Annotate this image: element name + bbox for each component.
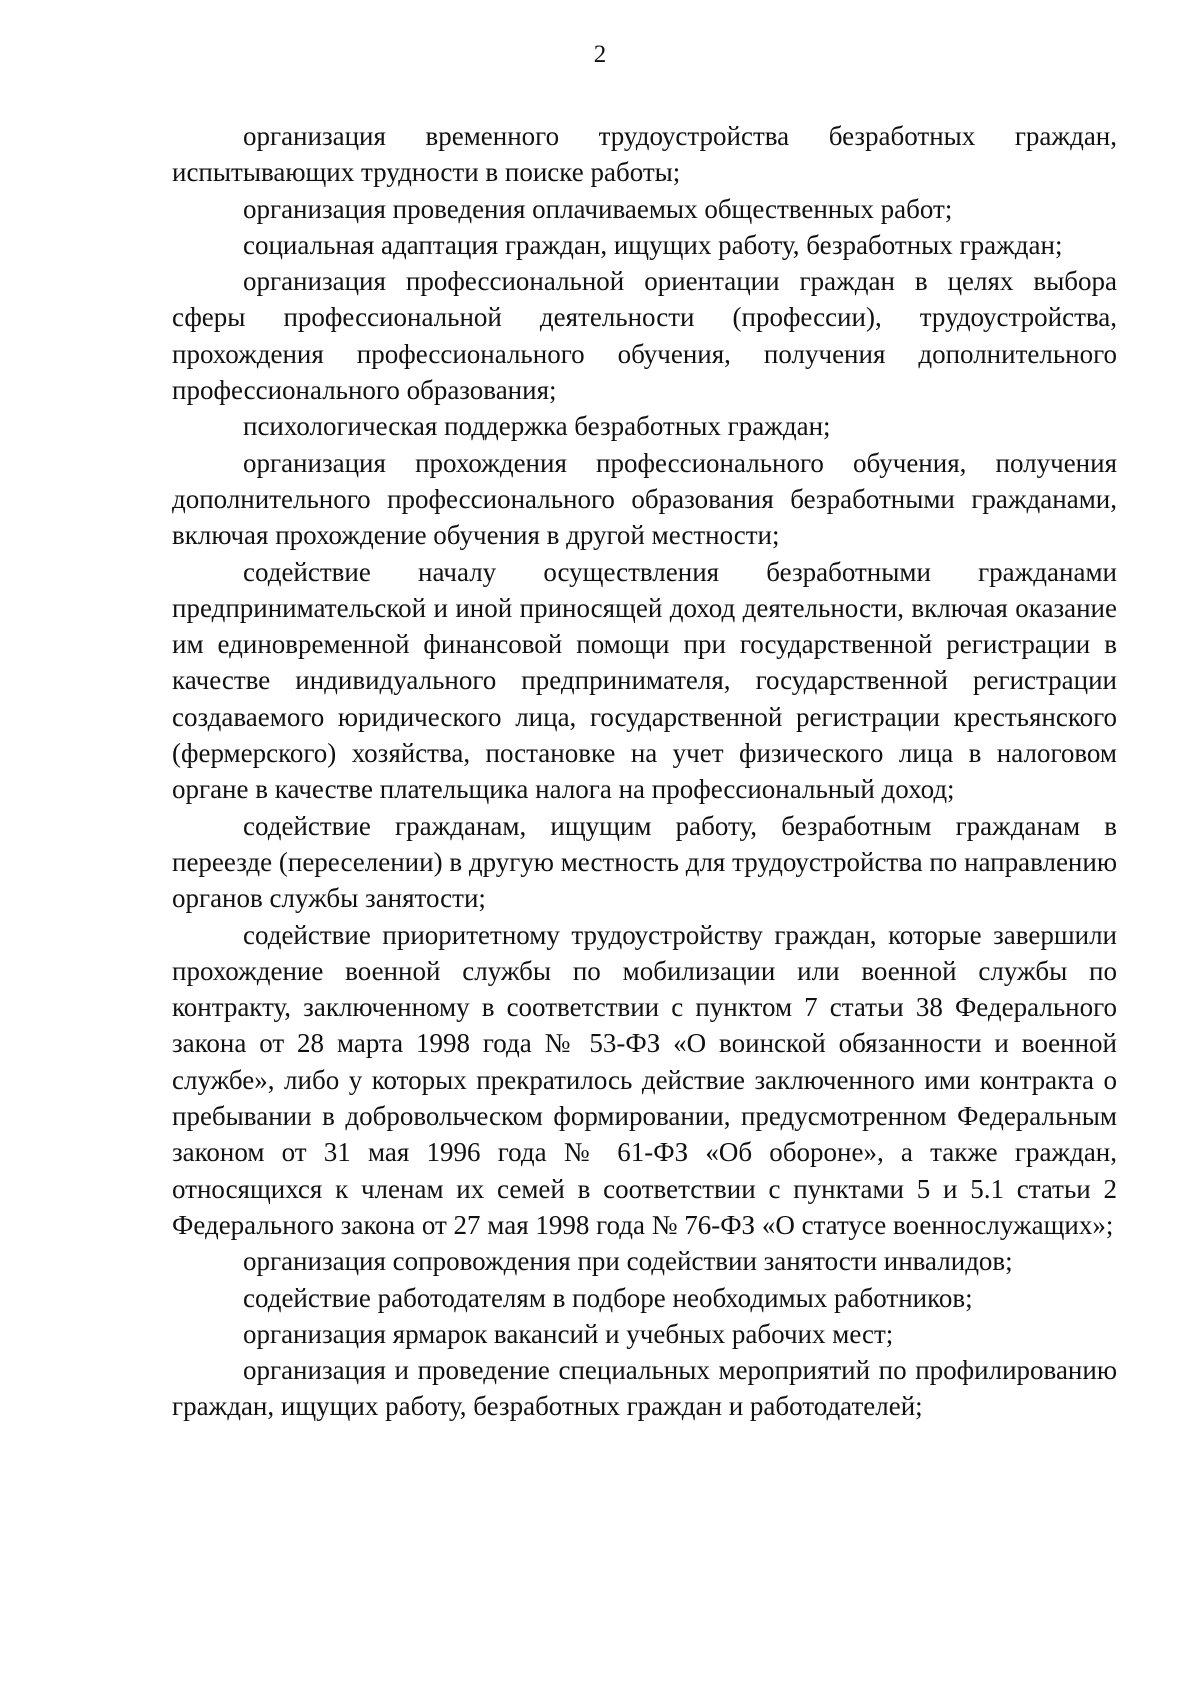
paragraph-psychological-support: психологическая поддержка безработных граждан;	[243, 411, 831, 442]
paragraph-disabled-support: организация сопровождения при содействии занятости инвалидов;	[243, 1246, 1013, 1277]
page-number: 2	[593, 41, 607, 68]
paragraph-public-works: организация проведения оплачиваемых общественных работ;	[243, 193, 953, 224]
paragraph-social-adaptation: социальная адаптация граждан, ищущих работу, безработных граждан;	[243, 229, 1063, 260]
paragraph-veterans-employment: содействие приоритетному трудоустройству граждан, которые завершили прохождение военной службы по мобилизации или военной службы по контракту, заключенному в соответствии с пунктом 7 статьи 38 Федерального закона от 28 марта 1998 года № 53-ФЗ «О воинской обязанности и военной службе», либо у которых прекратилось действие заключенного ими контракта о пребывании в добровольческом формировании, предусмотренном Федеральным законом от 31 мая 1996 года № 61-ФЗ «Об обороне», а также граждан, относящихся к членам их семей в соответствии с пунктами 5 и 5.1 статьи 2 Федерального закона от 27 мая 1998 года № 76-ФЗ «О статусе военнослужащих»;	[172, 919, 1117, 1240]
paragraph-vocational-training: организация прохождения профессионального обучения, получения дополнительного профессионального образования безработными гражданами, включая прохождение обучения в другой местности;	[172, 447, 1117, 551]
paragraph-relocation-assistance: содействие гражданам, ищущим работу, безработным гражданам в переезде (переселении) в другую местность для трудоустройства по направлению органов службы занятости;	[172, 810, 1117, 914]
paragraph-job-fairs: организация ярмарок вакансий и учебных рабочих мест;	[243, 1318, 894, 1349]
paragraph-temporary-employment: организация временного трудоустройства безработных граждан, испытывающих трудности в поиске работы;	[172, 121, 1117, 188]
paragraph-employer-recruitment: содействие работодателям в подборе необходимых работников;	[243, 1282, 973, 1313]
paragraph-profiling: организация и проведение специальных мероприятий по профилированию граждан, ищущих работу, безработных граждан и работодателей;	[172, 1355, 1117, 1422]
paragraph-entrepreneurship-support: содействие началу осуществления безработными гражданами предпринимательской и иной приносящей доход деятельности, включая оказание им единовременной финансовой помощи при государственной регистрации в качестве индивидуального предпринимателя, государственной регистрации создаваемого юридического лица, государственной регистрации крестьянского (фермерского) хозяйства, постановке на учет физического лица в налоговом органе в качестве плательщика налога на профессиональный доход;	[172, 556, 1117, 805]
paragraph-career-orientation: организация профессиональной ориентации граждан в целях выбора сферы профессиональной деятельности (профессии), трудоустройства, прохождения профессионального обучения, получения дополнительного профессионального образования;	[172, 266, 1117, 406]
document-body	[172, 118, 1117, 1425]
